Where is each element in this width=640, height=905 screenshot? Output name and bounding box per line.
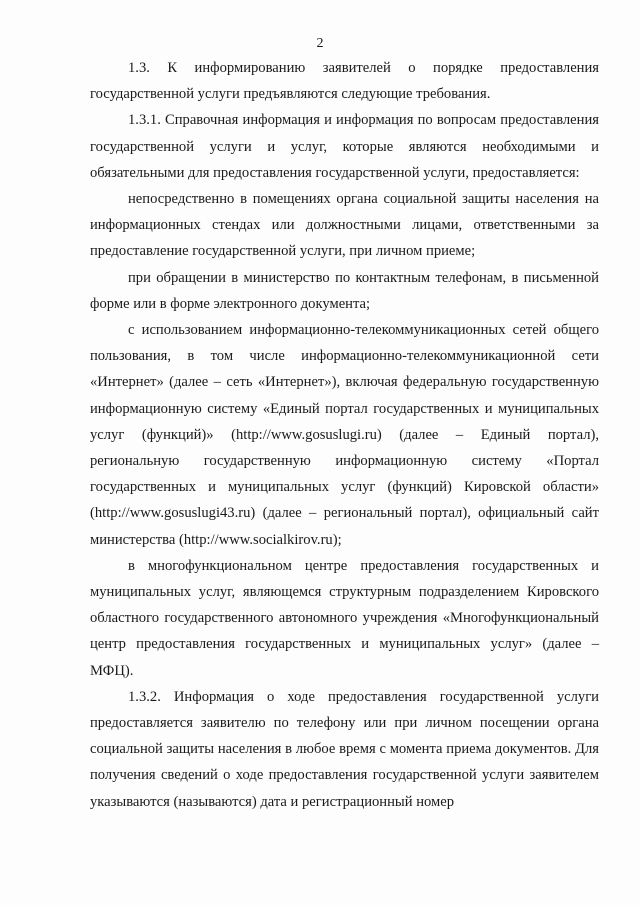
paragraph-in-premises: непосредственно в помещениях органа социальной защиты населения на информационных стендах или должностными лицами, ответственными за предоставление государственной услуги, при личном приеме; xyxy=(90,191,599,260)
paragraph-1-3-2: 1.3.2. Информация о ходе предоставления государственной услуги предоставляется заявителю по телефону или при личном посещении органа социальной защиты населения в любое время с момента приема документов. Для получения сведений о ходе предоставления государственной услуги заявителем указываются (называются) дата и регистрационный номер xyxy=(90,688,599,810)
paragraph-1-3: 1.3. К информированию заявителей о порядке предоставления государственной услуги предъявляются следующие требования. xyxy=(90,60,599,103)
paragraph-1-3-1: 1.3.1. Справочная информация и информация по вопросам предоставления государственной услуги и услуг, которые являются необходимыми и обязательными для предоставления государственной услуги, предоставляется: xyxy=(90,112,599,181)
document-body xyxy=(90,55,599,815)
paragraph-internet: с использованием информационно-телекоммуникационных сетей общего пользования, в том числе информационно-телекоммуникационной сети «Интернет» (далее – сеть «Интернет»), включая федеральную государственную информационную систему «Единый портал государственных и муниципальных услуг (функций)» (http://www.gosuslugi.ru) (далее – Единый портал), региональную государственную информационную систему «Портал государственных и муниципальных услуг (функций) Кировской области» (http://www.gosuslugi43.ru) (далее – региональный портал), официальный сайт министерства (http://www.socialkirov.ru); xyxy=(90,322,599,548)
paragraph-by-contact: при обращении в министерство по контактным телефонам, в письменной форме или в форме электронного документа; xyxy=(90,269,599,312)
paragraph-mfc: в многофункциональном центре предоставления государственных и муниципальных услуг, являющемся структурным подразделением Кировского областного государственного автономного учреждения «Многофункциональный центр предоставления государственных и муниципальных услуг» (далее – МФЦ). xyxy=(90,557,599,679)
page-number: 2 xyxy=(316,36,324,51)
